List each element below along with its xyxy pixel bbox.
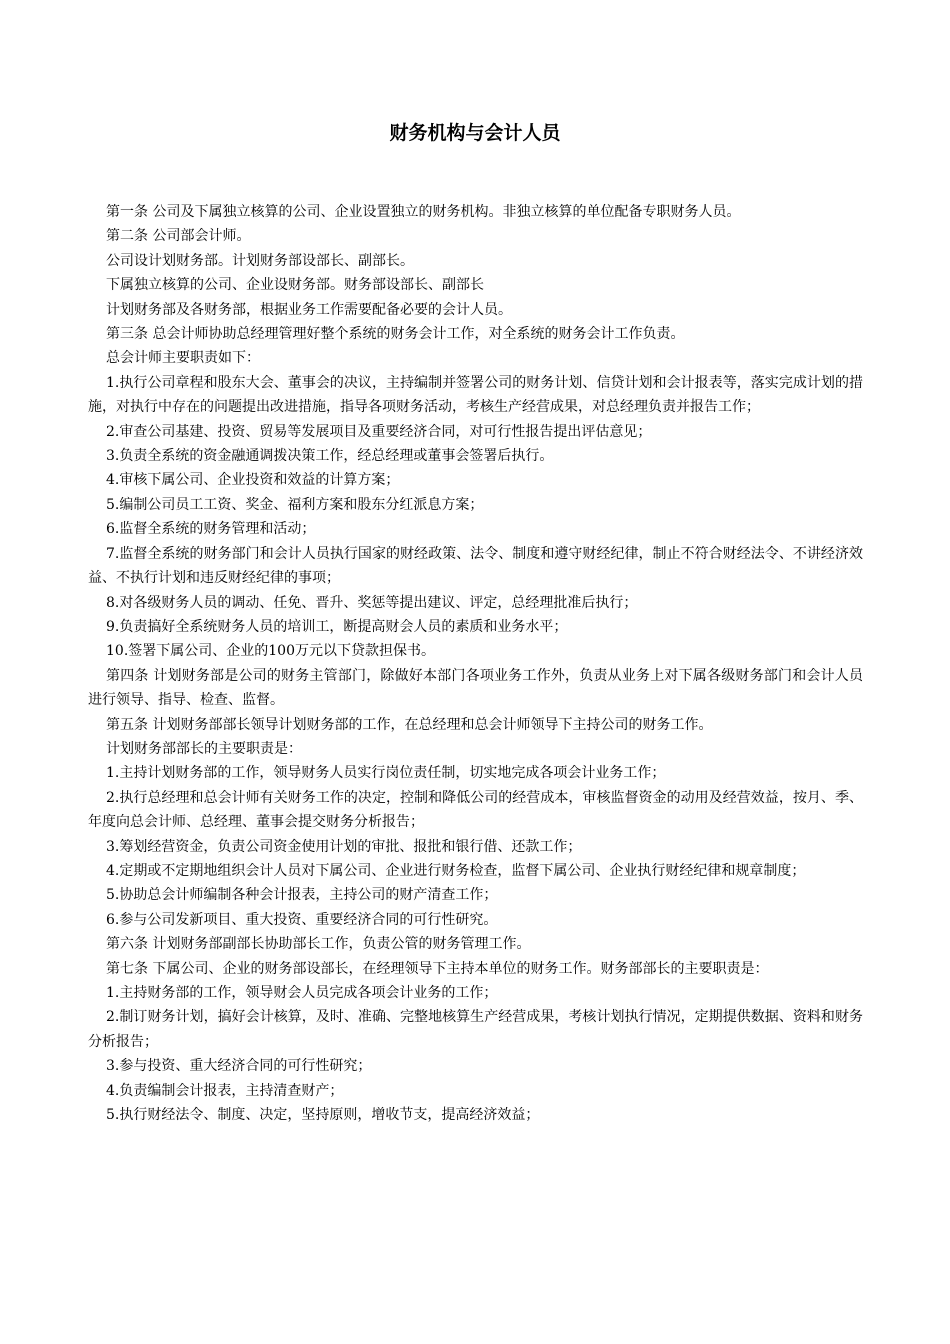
paragraph: 10.签署下属公司、企业的100万元以下贷款担保书。 — [106, 643, 435, 660]
paragraph: 公司设计划财务部。计划财务部设部长、副部长。 — [106, 252, 414, 269]
paragraph: 3.负责全系统的资金融通调拨决策工作，经总经理或董事会签署后执行。 — [106, 448, 554, 465]
document-title: 财务机构与会计人员 — [389, 122, 561, 144]
paragraph: 2.审查公司基建、投资、贸易等发展项目及重要经济合同，对可行性报告提出评估意见； — [106, 423, 652, 440]
paragraph: 总会计师主要职责如下： — [106, 350, 260, 367]
paragraph: 下属独立核算的公司、企业设财务部。财务部设部长、副部长 — [106, 277, 484, 294]
paragraph: 3.筹划经营资金，负责公司资金使用计划的审批、报批和银行借、还款工作； — [106, 838, 582, 855]
paragraph: 6.监督全系统的财务管理和活动； — [106, 521, 316, 538]
paragraph: 1.执行公司章程和股东大会、董事会的决议，主持编制并签署公司的财务计划、信贷计划和会计报表等，落实完成计划的措施，对执行中存在的问题提出改进措施，指导各项财务活动，考核生产经营成果，对总经理负责并报告工作； — [88, 374, 863, 416]
paragraph: 第二条 公司部会计师。 — [106, 228, 251, 245]
paragraph: 第七条 下属公司、企业的财务部设部长，在经理领导下主持本单位的财务工作。财务部部长的主要职责是： — [106, 960, 769, 977]
paragraph: 3.参与投资、重大经济合同的可行性研究； — [106, 1058, 372, 1075]
paragraph: 计划财务部部长的主要职责是： — [106, 740, 302, 757]
paragraph: 计划财务部及各财务部，根据业务工作需要配备必要的会计人员。 — [106, 301, 512, 318]
paragraph: 4.定期或不定期地组织会计人员对下属公司、企业进行财务检查，监督下属公司、企业执行财经纪律和规章制度； — [106, 862, 806, 879]
paragraph: 5.编制公司员工工资、奖金、福利方案和股东分红派息方案； — [106, 496, 484, 513]
paragraph: 2.执行总经理和总会计师有关财务工作的决定，控制和降低公司的经营成本，审核监督资金的动用及经营效益，按月、季、年度向总会计师、总经理、董事会提交财务分析报告； — [88, 789, 863, 831]
paragraph: 5.执行财经法令、制度、决定，坚持原则，增收节支，提高经济效益； — [106, 1107, 540, 1124]
paragraph: 第三条 总会计师协助总经理管理好整个系统的财务会计工作，对全系统的财务会计工作负责。 — [106, 326, 685, 343]
paragraph: 第五条 计划财务部部长领导计划财务部的工作，在总经理和总会计师领导下主持公司的财务工作。 — [106, 716, 713, 733]
paragraph: 9.负责搞好全系统财务人员的培训工，断提高财会人员的素质和业务水平； — [106, 618, 568, 635]
paragraph: 2.制订财务计划，搞好会计核算，及时、准确、完整地核算生产经营成果，考核计划执行情况，定期提供数据、资料和财务分析报告； — [88, 1009, 863, 1050]
paragraph: 6.参与公司发新项目、重大投资、重要经济合同的可行性研究。 — [106, 911, 498, 928]
paragraph: 第四条 计划财务部是公司的财务主管部门，除做好本部门各项业务工作外，负责从业务上对下属各级财务部门和会计人员进行领导、指导、检查、监督。 — [88, 667, 863, 709]
document-body — [88, 200, 863, 1127]
paragraph: 8.对各级财务人员的调动、任免、晋升、奖惩等提出建议、评定，总经理批准后执行； — [106, 594, 638, 611]
paragraph: 第一条 公司及下属独立核算的公司、企业设置独立的财务机构。非独立核算的单位配备专职财务人员。 — [106, 204, 741, 220]
paragraph: 4.审核下属公司、企业投资和效益的计算方案； — [106, 472, 400, 489]
paragraph: 7.监督全系统的财务部门和会计人员执行国家的财经政策、法令、制度和遵守财经纪律，制止不符合财经法令、不讲经济效益、不执行计划和违反财经纪律的事项； — [88, 545, 863, 587]
paragraph: 第六条 计划财务部副部长协助部长工作，负责公管的财务管理工作。 — [106, 936, 531, 953]
paragraph: 1.主持财务部的工作，领导财会人员完成各项会计业务的工作； — [106, 985, 498, 1001]
paragraph: 4.负责编制会计报表，主持清查财产； — [106, 1082, 344, 1099]
paragraph: 1.主持计划财务部的工作，领导财务人员实行岗位责任制，切实地完成各项会计业务工作； — [106, 765, 666, 782]
paragraph: 5.协助总会计师编制各种会计报表，主持公司的财产清查工作； — [106, 887, 498, 904]
